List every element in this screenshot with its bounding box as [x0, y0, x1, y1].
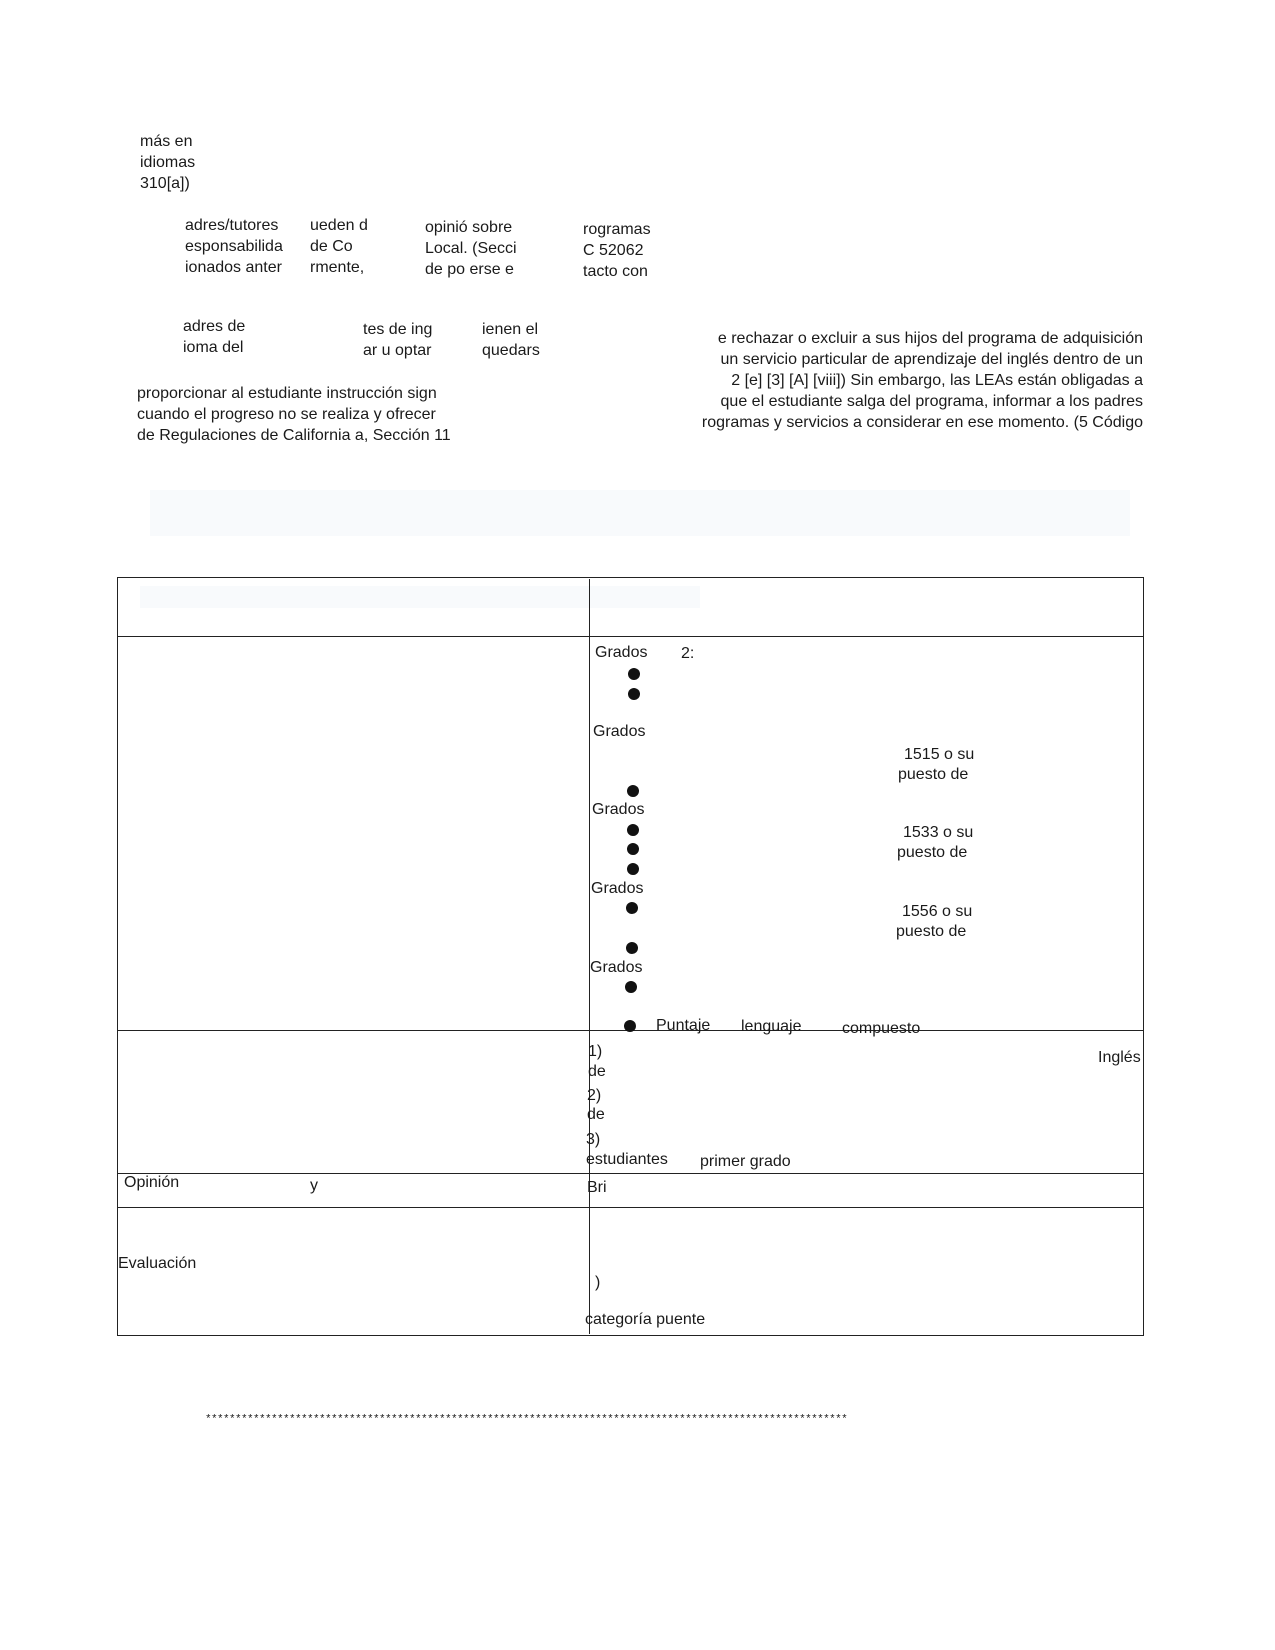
- para1-text: ionados anter: [185, 259, 282, 276]
- top-fragment: [140, 131, 195, 194]
- bullet-icon: [627, 785, 639, 797]
- para3-left-block: [137, 383, 451, 446]
- table-row-divider: [118, 1207, 1143, 1208]
- grades-label: Grados: [595, 644, 648, 661]
- para2-right-line: que el estudiante salga del programa, informar a los padres: [720, 393, 1143, 410]
- para2-right-line: un servicio particular de aprendizaje del inglés dentro de un: [720, 351, 1143, 368]
- para2-text: adres de: [183, 318, 246, 335]
- list-item-text: de: [587, 1106, 605, 1123]
- row-label-evaluacion: Evaluación: [118, 1255, 197, 1272]
- para1-col1: [185, 215, 283, 278]
- list-item-text: primer grado: [700, 1153, 791, 1170]
- para2-col3: [482, 319, 540, 361]
- para3-line: proporcionar al estudiante instrucción sign: [137, 385, 437, 402]
- score-threshold: 1556 o su: [902, 903, 973, 920]
- list-item-text: de: [588, 1063, 606, 1080]
- para2-right-line: 2 [e] [3] [A] [viii]) Sin embargo, las LEAs están obligadas a: [731, 372, 1143, 389]
- asterisk-separator: ***********************************************************************************************************: [205, 1414, 848, 1426]
- composite-score-label: lenguaje: [741, 1018, 802, 1035]
- fragment-line: idiomas: [140, 154, 196, 171]
- para2-col2: [363, 319, 432, 361]
- cell-text: Bri: [587, 1179, 607, 1196]
- para3-line: de Regulaciones de California a, Sección 11: [137, 427, 451, 444]
- score-threshold-cont: puesto de: [897, 844, 968, 861]
- para2-text: tes de ing: [363, 321, 433, 338]
- score-threshold-cont: puesto de: [898, 766, 969, 783]
- para2-text: ar u optar: [363, 342, 432, 359]
- list-item-text: estudiantes: [586, 1151, 668, 1168]
- bullet-icon: [627, 824, 639, 836]
- fragment-line: más en: [140, 133, 193, 150]
- para1-text: C 52062: [583, 242, 644, 259]
- para1-col3: [425, 217, 517, 280]
- bridge-category-label: categoría puente: [585, 1311, 706, 1328]
- para1-col4: [583, 219, 651, 282]
- grades-label: Grados: [592, 801, 645, 818]
- para1-text: tacto con: [583, 263, 648, 280]
- para2-text: quedars: [482, 342, 540, 359]
- para2-right-block: [600, 328, 1143, 433]
- bullet-icon: [626, 902, 638, 914]
- composite-score-label: Puntaje: [656, 1017, 711, 1034]
- para2-right-line: rogramas y servicios a considerar en ese momento. (5 Código: [701, 414, 1143, 431]
- para2-right-line: e rechazar o excluir a sus hijos del programa de adquisición: [717, 330, 1143, 347]
- score-threshold: 1533 o su: [903, 824, 974, 841]
- bullet-icon: [628, 668, 640, 680]
- list-item-number: 1): [588, 1043, 603, 1060]
- para2-text: ioma del: [183, 339, 244, 356]
- grades-suffix: 2:: [681, 645, 695, 662]
- table-column-divider: [589, 579, 590, 1334]
- bullet-icon: [627, 843, 639, 855]
- list-item-number: 3): [586, 1131, 601, 1148]
- bullet-icon: [628, 688, 640, 700]
- para1-text: rogramas: [583, 221, 651, 238]
- bullet-icon: [627, 863, 639, 875]
- bullet-icon: [625, 981, 637, 993]
- para3-line: cuando el progreso no se realiza y ofrecer: [137, 406, 436, 423]
- score-threshold: 1515 o su: [904, 746, 975, 763]
- composite-score-label: compuesto: [842, 1020, 921, 1037]
- grades-label: Grados: [590, 959, 643, 976]
- para1-text: adres/tutores: [185, 217, 279, 234]
- bullet-icon: [624, 1020, 636, 1032]
- para1-col2: [310, 215, 368, 278]
- score-threshold-cont: puesto de: [896, 923, 967, 940]
- para1-text: opinió sobre: [425, 219, 513, 236]
- bullet-icon: [626, 942, 638, 954]
- table-row-divider: [118, 1173, 1143, 1174]
- para1-text: de po erse e: [425, 261, 514, 278]
- fragment-line: 310[a]): [140, 175, 190, 192]
- para2-text: ienen el: [482, 321, 539, 338]
- cell-text: ): [595, 1274, 601, 1291]
- para1-text: esponsabilida: [185, 238, 283, 255]
- table-row-divider: [118, 636, 1143, 637]
- grades-label: Grados: [591, 880, 644, 897]
- grades-label: Grados: [593, 723, 646, 740]
- para1-text: rmente,: [310, 259, 365, 276]
- row-label-y: y: [310, 1177, 318, 1194]
- scan-smudge: [150, 490, 1130, 536]
- english-label: Inglés: [1098, 1049, 1141, 1066]
- list-item-number: 2): [587, 1087, 602, 1104]
- para1-text: Local. (Secci: [425, 240, 517, 257]
- para1-text: de Co: [310, 238, 353, 255]
- para1-text: ueden d: [310, 217, 368, 234]
- row-label-opinion: Opinión: [124, 1174, 180, 1191]
- para2-col1: [183, 316, 245, 358]
